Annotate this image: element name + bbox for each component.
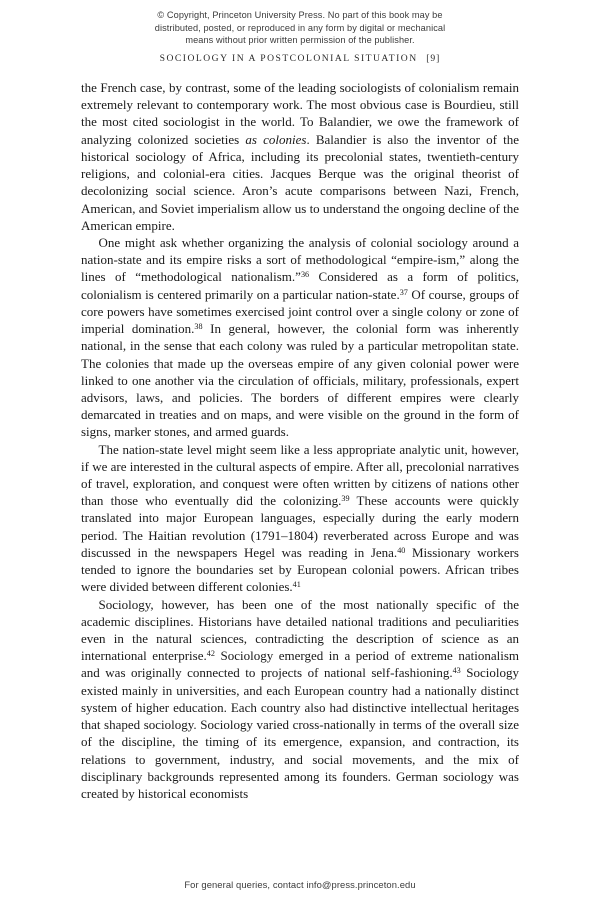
para-sociology-nationally-specific: Sociology, however, has been one of the most nationally specific of the academic disciplines. Historians have detailed national traditions and peculiarities even in the natural sciences, contradicting the description of science as an international enterprise.$^{42}$ Sociology emerged in a period of extreme nationalism and was originally connected to projects of national self-fashioning.$^{43}$ Sociology existed mainly in universities, and each European country had a nationally distinct system of higher education. Each country also had distinctive intellectual heritages that shaped sociology. Sociology varied cross-nationally in terms of the overall size of the discipline, the timing of its emergence, expansion, and contraction, its relations to government, industry, and social movements, and the mix of disciplinary backgrounds represented among its founders. German sociology was created by historical economists (81, 596, 519, 801)
copyright-line-2: distributed, posted, or reproduced in any form by digital or mechanical (154, 22, 446, 33)
copyright-line-1: © Copyright, Princeton University Press. No part of this book may be (157, 10, 443, 20)
footnote-marker: 38 (194, 321, 203, 331)
footnote-marker: 37 (399, 287, 408, 297)
footnote-marker: 40 (397, 545, 406, 555)
footnote-marker: 43 (452, 666, 461, 676)
footnote-marker: 39 (341, 494, 350, 503)
copyright-notice (100, 9, 500, 47)
footnote-marker: 36 (300, 270, 310, 280)
para-nation-state-level: The nation-state level might seem like a less appropriate analytic unit, however, if we are interested in the cultural aspects of empire. After all, precolonial narratives of travel, exploration, and conquest were often written by citizens of nations other than those who eventually did the colonizing.$^{39}$ These accounts were quickly translated into major European languages, especially during the early modern period. The Haitian revolution (1791–1804) reverberated across Europe and was discussed in the newspapers Hegel was reading in Jena.$^{40}$ Missionary workers tended to ignore the boundaries set by European colonial powers. African tribes were divided between different colonies.$^{41}$ (81, 441, 519, 595)
copyright-line-3: means without prior written permission of the publisher. (185, 35, 415, 46)
para-french-case: the French case, by contrast, some of the leading sociologists of colonialism remain extremely relevant to contemporary work. The most obvious case is Bourdieu, still the most cited sociologist in the world. To Balandier, we owe the framework of analyzing colonized societies as colonies. Balandier is also the inventor of the historical sociology of Africa, including its precolonial states, twentieth-century religions, and colonial-era cities. Jacques Berque was the original theorist of decolonizing social science. Aron’s acute comparisons between Nazi, French, American, and Soviet imperialism allow us to understand the ongoing decline of the American empire. (81, 80, 519, 233)
running-head-title: SOCIOLOGY IN A POSTCOLONIAL SITUATION (159, 53, 418, 64)
footnote-marker: 42 (206, 648, 215, 658)
emphasis-text: as colonies (245, 131, 307, 147)
page-number: [9] (426, 53, 441, 64)
running-head (81, 52, 519, 66)
para-methodological-empireism: One might ask whether organizing the analysis of colonial sociology around a nation-state and its empire risks a sort of methodological “empire-ism,” along the lines of “methodological nationalism.”$^{36}$ Considered as a form of politics, colonialism is centered primarily on a particular nation-state.$^{37}$ Of course, groups of core powers have sometimes exercised joint control over a single colony or zone of imperial domination.$^{38}$ In general, however, the colonial form was inherently national, in the sense that each colony was ruled by a particular metropolitan state. The colonies that made up the overseas empire of any given colonial power were linked to one another via the circulation of officials, military, professionals, expert advisors, laws, and policies. The borders of different empires were clearly demarcated in treaties and on maps, and were visible on the ground in the form of signs, marker stones, and armed guards. (81, 234, 520, 440)
footer-queries: For general queries, contact info@press.princeton.edu (184, 879, 416, 890)
footnote-marker: 41 (292, 580, 301, 590)
body-text (81, 79, 519, 802)
